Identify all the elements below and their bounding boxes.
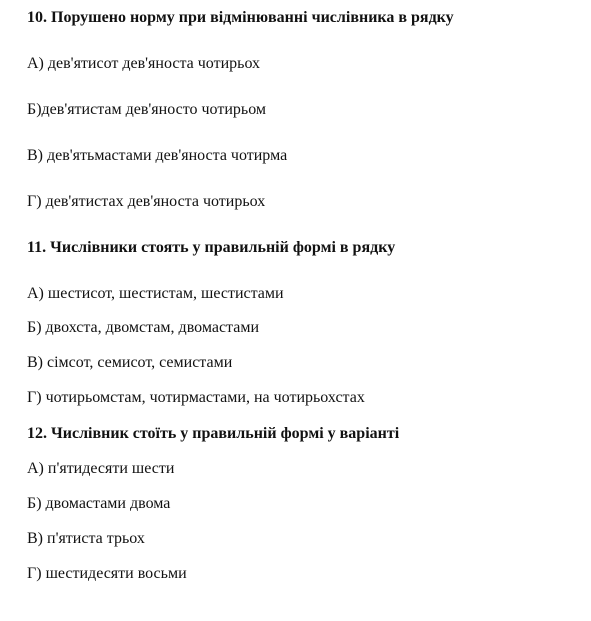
question-11-option-c: В) сімсот, семисот, семистами xyxy=(27,354,233,371)
question-10-option-a: А) дев'ятисот дев'яноста чотирьох xyxy=(27,55,261,72)
question-10-option-c: В) дев'ятьмастами дев'яноста чотирма xyxy=(27,147,288,164)
question-11-option-b: Б) двохста, двомстам, двомастами xyxy=(27,319,260,336)
question-11-option-a: А) шестисот, шестистам, шестистами xyxy=(27,285,284,302)
question-12-option-a: А) п'ятидесяти шести xyxy=(27,460,175,477)
question-10-title: 10. Порушено норму при відмінюванні числівника в рядку xyxy=(27,9,454,26)
question-10-option-b: Б)дев'ятистам дев'яносто чотирьом xyxy=(27,101,267,118)
question-12-option-d: Г) шестидесяти восьми xyxy=(27,565,187,582)
question-12-option-c: В) п'ятиста трьох xyxy=(27,530,145,547)
question-12-option-b: Б) двомастами двома xyxy=(27,495,171,512)
question-10-option-d: Г) дев'ятистах дев'яноста чотирьох xyxy=(27,193,266,210)
question-11-title: 11. Числівники стоять у правильній формі в рядку xyxy=(27,239,396,256)
question-11-option-d: Г) чотирьомстам, чотирмастами, на чотирьохстах xyxy=(27,389,365,406)
question-12-title: 12. Числівник стоїть у правильній формі у варіанті xyxy=(27,425,400,442)
